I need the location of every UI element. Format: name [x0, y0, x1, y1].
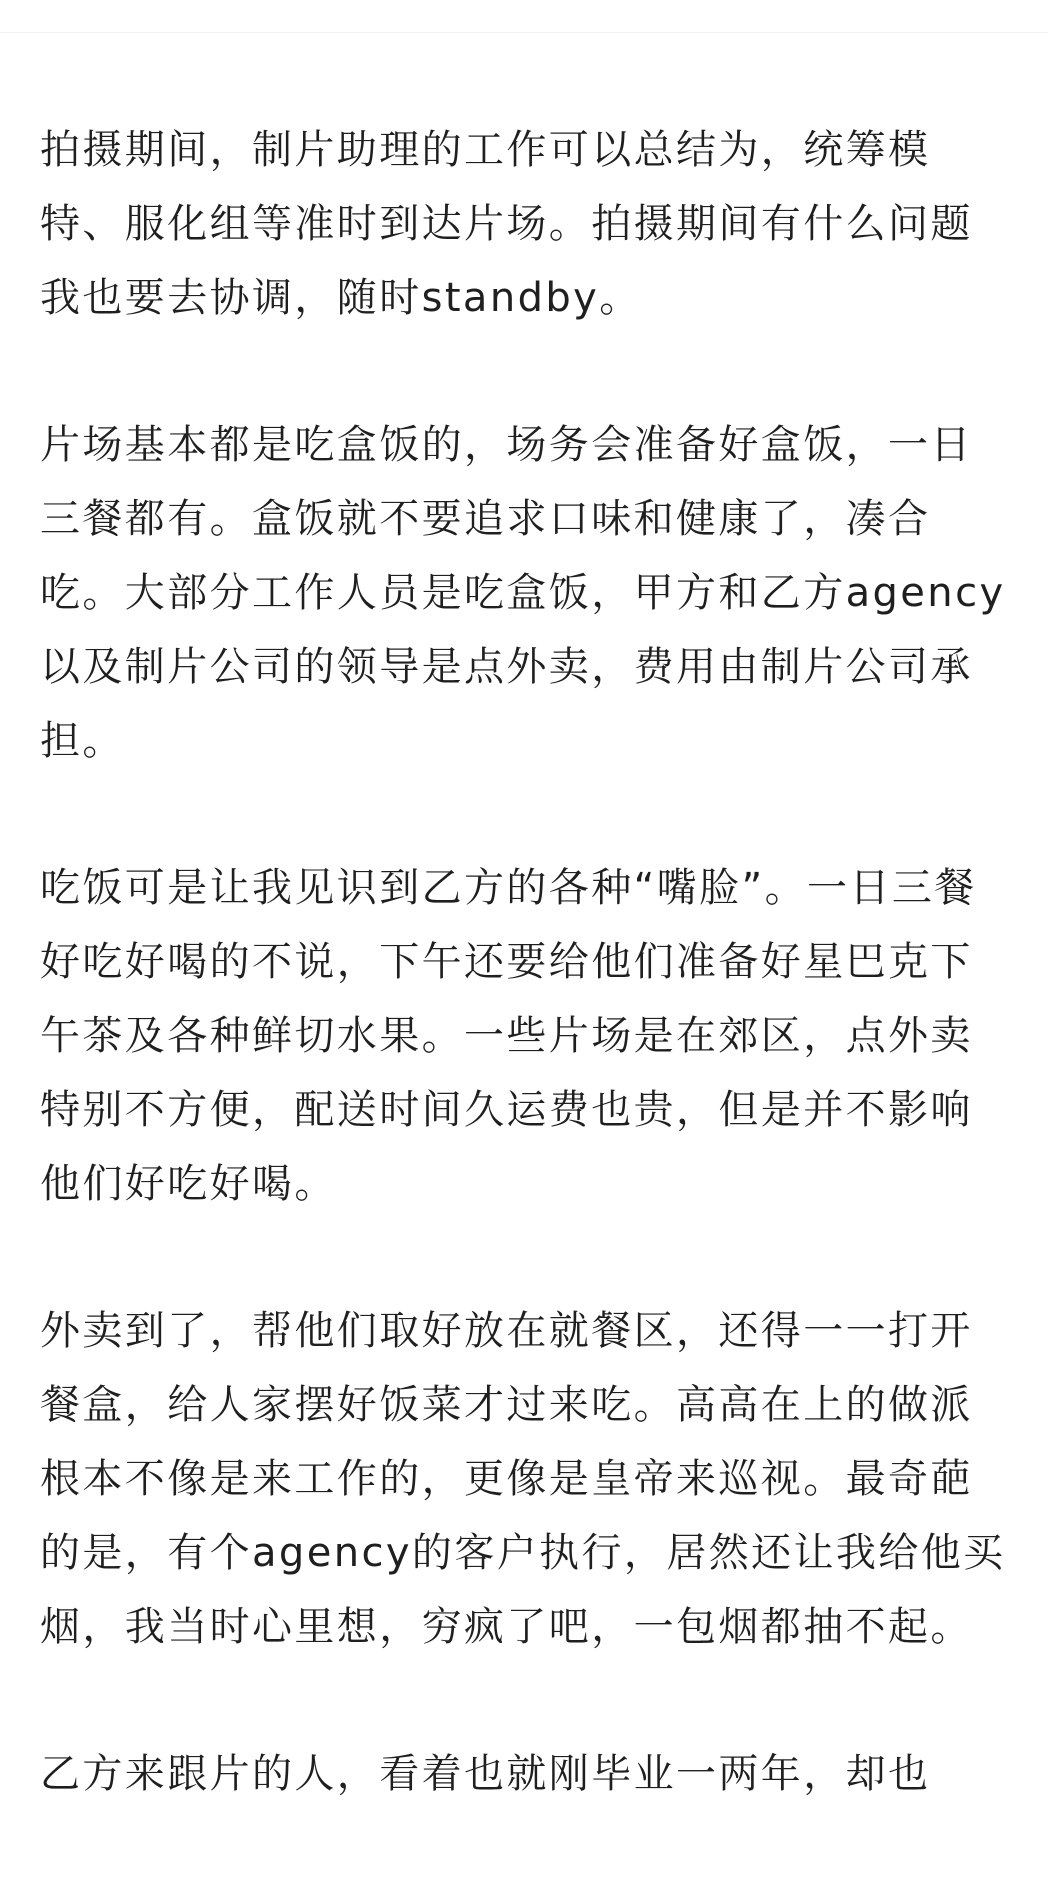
article-paragraph-5: 乙方来跟片的人，看着也就刚毕业一两年，却也	[40, 1751, 931, 1797]
top-divider	[0, 32, 1048, 33]
article-paragraph-4: 外卖到了，帮他们取好放在就餐区，还得一一打开餐盒，给人家摆好饭菜才过来吃。高高在上的做派根本不像是来工作的，更像是皇帝来巡视。最奇葩的是，有个agency的客户执行，居然还让我给他买烟，我当时心里想，穷疯了吧，一包烟都抽不起。	[40, 1308, 1006, 1650]
article-body	[40, 113, 1010, 1884]
article-paragraph-3: 吃饭可是让我见识到乙方的各种“嘴脸”。一日三餐好吃好喝的不说，下午还要给他们准备好星巴克下午茶及各种鲜切水果。一些片场是在郊区，点外卖特别不方便，配送时间久运费也贵，但是并不影响他们好吃好喝。	[40, 865, 977, 1207]
article-paragraph-1: 拍摄期间，制片助理的工作可以总结为，统筹模特、服化组等准时到达片场。拍摄期间有什么问题我也要去协调，随时standby。	[40, 127, 973, 321]
article-paragraph-2: 片场基本都是吃盒饭的，场务会准备好盒饭，一日三餐都有。盒饭就不要追求口味和健康了，凑合吃。大部分工作人员是吃盒饭，甲方和乙方agency以及制片公司的领导是点外卖，费用由制片公司承担。	[40, 422, 1006, 764]
